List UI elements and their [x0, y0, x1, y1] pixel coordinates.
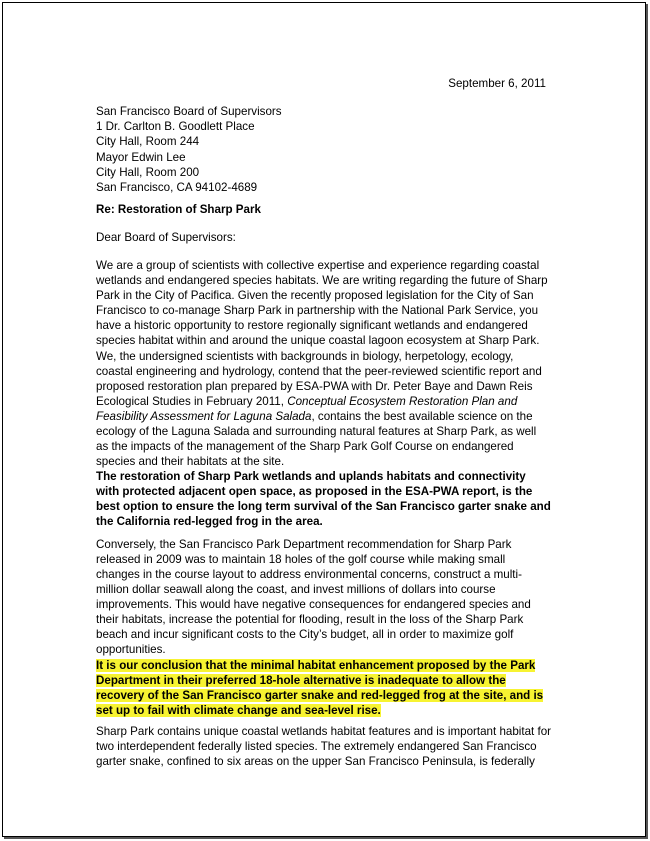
paragraph-conclusion-highlighted	[96, 658, 551, 718]
paragraph-intro: We are a group of scientists with collective expertise and experience regarding coastal wetlands and endangered species habitats. We are writing regarding the future of Sharp Park in the City of Pacifica. Given the recently proposed legislation for the City of San Francisco to co-manage Sharp Park in partnership with the National Park Service, you have a historic opportunity to restore regionally significant wetlands and endangered species habitat within and around the unique coastal lagoon ecosystem at Sharp Park.	[96, 259, 548, 347]
letter-date: September 6, 2011	[448, 77, 546, 90]
subject-line: Re: Restoration of Sharp Park	[96, 203, 261, 216]
paragraph-restoration-bold: The restoration of Sharp Park wetlands and uplands habitats and connectivity with protected adjacent open space, as proposed in the ESA-PWA report, is the best option to ensure the long term survival of the San Francisco garter snake and the California red-legged frog in the area.	[96, 470, 551, 528]
recipient-address	[96, 104, 282, 195]
paragraph-park-department: Conversely, the San Francisco Park Department recommendation for Sharp Park released in 2009 was to maintain 18 holes of the golf course while making small changes in the course layout to address environmental concerns, construct a multi-million dollar seawall along the coast, and invest millions of dollars into course improvements. This would have negative consequences for endangered species and their habitats, increase the potential for flooding, result in the loss of the Sharp Park beach and incur significant costs to the City’s budget, all in order to maximize golf opportunities.	[96, 538, 531, 656]
address-line: City Hall, Room 244	[96, 135, 200, 149]
address-line: San Francisco Board of Supervisors	[96, 105, 282, 118]
paragraph-habitat: Sharp Park contains unique coastal wetlands habitat features and is important habitat for two interdependent federally listed species. The extremely endangered San Francisco garter snake, confined to six areas on the upper San Francisco Peninsula, is federally	[96, 725, 552, 768]
address-line: 1 Dr. Carlton B. Goodlett Place	[96, 120, 255, 134]
address-line: City Hall, Room 200	[96, 165, 200, 179]
paragraph-text: We, the undersigned scientists with backgrounds in biology, herpetology, ecology, coastal engineering and hydrology, contend that the peer-reviewed scientific report and proposed restoration plan prepared by ESA-PWA with Dr. Peter Baye and Dawn Reis Ecological Studies in February 2011,	[96, 350, 542, 408]
report-title: Conceptual Ecosystem Restoration Plan and Feasibility Assessment for Laguna Salada	[96, 395, 518, 423]
highlighted-text: It is our conclusion that the minimal habitat enhancement proposed by the Park Department in their preferred 18-hole alternative is inadequate to allow the recovery of the San Francisco garter snake and red-legged frog at the site, and is set up to fail with climate change and sea-level rise.	[96, 659, 544, 717]
document-page	[2, 2, 646, 837]
salutation: Dear Board of Supervisors:	[96, 231, 236, 244]
paragraph-text: , contains the best available science on the ecology of the Laguna Salada and surrounding natural features at Sharp Park, as well as the impacts of the management of the Sharp Park Golf Course on endangered species and their habitats at the site.	[96, 410, 537, 468]
paragraph-scientists	[96, 349, 551, 469]
address-line: San Francisco, CA 94102-4689	[96, 180, 258, 194]
address-line: Mayor Edwin Lee	[96, 150, 186, 164]
